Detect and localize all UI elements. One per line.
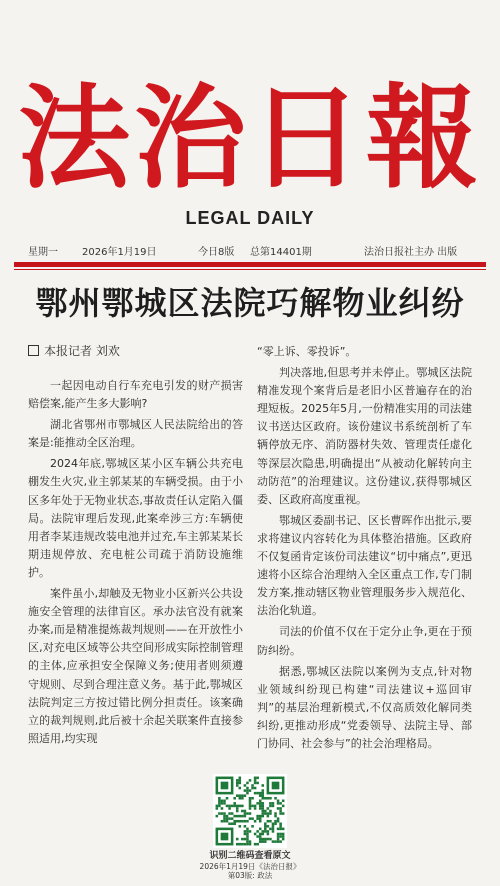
masthead xyxy=(0,0,500,262)
paragraph: 湖北省鄂州市鄂城区人民法院给出的答案是:能推动全区治理。 xyxy=(28,418,243,450)
paragraph: 案件虽小,却触及无物业小区新兴公共设施安全管理的法律盲区。承办法官没有就案办案,而是精准提炼裁判规则——在开放性小区,对充电区域等公共空间形成实际控制管理的主体,应承担安全保障义务;使用者则须遵守规则、尽到合理注意义务。基于此,鄂城区法院判定三方按过错比例分担责任。该案确立的裁判规则,此后被十余起关联案件直接参照适用,均实现 xyxy=(28,587,243,745)
publisher: 法治日报社主办 出版 xyxy=(364,247,458,258)
article-column-right xyxy=(257,343,472,756)
qr-caption-text: 识别二维码查看原文 xyxy=(209,851,291,861)
qr-caption xyxy=(0,851,500,880)
edition-count: 今日8版 xyxy=(198,247,235,258)
masthead-divider xyxy=(14,262,486,267)
dateline xyxy=(28,240,472,258)
weekday: 星期一 xyxy=(28,247,58,258)
issue-number: 总第14401期 xyxy=(250,247,312,258)
paragraph: 一起因电动自行车充电引发的财产损害赔偿案,能产生多大影响? xyxy=(28,379,243,411)
article-headline: 鄂州鄂城区法院巧解物业纠纷 xyxy=(35,284,465,322)
paragraph: 判决落地,但思考并未停止。鄂城区法院精准发现个案背后是老旧小区普遍存在的治理短板。2025年5月,一份精准实用的司法建议书送达区政府。该份建议书系统剖析了车辆停放无序、消防器材失效、管理责任虚化等深层次隐患,明确提出“从被动化解转向主动防范”的治理建议。这份建议,获得鄂城区委、区政府高度重视。 xyxy=(257,366,472,506)
paragraph: 2024年底,鄂城区某小区车辆公共充电棚发生火灾,业主郭某某的车辆受损。由于小区多年处于无物业状态,事故责任认定陷入僵局。法院审理后发现,此案牵涉三方:车辆使用者李某违规改装电池并过充,车主郭某某长期违规停放、充电桩公司疏于消防设施维护。 xyxy=(28,457,243,579)
source-line: 2026年1月19日《法治日报》 xyxy=(199,862,301,871)
qr-code-icon[interactable] xyxy=(213,774,287,848)
newspaper-english-title: LEGAL DAILY xyxy=(185,208,315,228)
paragraph: 据悉,鄂城区法院以案例为支点,针对物业领域纠纷现已构建“司法建议+巡回审判”的基层治理新模式,不仅高质效化解同类纠纷,更推动形成“党委领导、法院主导、部门协同、社会参与”的社会治理格局。 xyxy=(257,664,472,750)
paragraph: 司法的价值不仅在于定分止争,更在于预防纠纷。 xyxy=(257,625,472,657)
page-line: 第03版: 政法 xyxy=(227,871,273,880)
byline-text: 本报记者 刘欢 xyxy=(44,344,120,358)
masthead-divider-thin xyxy=(14,269,486,270)
newspaper-title: 法治日報 xyxy=(18,73,482,204)
byline xyxy=(28,342,120,360)
paragraph: “零上诉、零投诉”。 xyxy=(257,345,357,358)
byline-box-icon xyxy=(28,345,39,356)
issue-date: 2026年1月19日 xyxy=(82,247,157,258)
paragraph: 鄂城区委副书记、区长曹晖作出批示,要求将建议内容转化为具体整治措施。区政府不仅复函肯定该份司法建议“切中痛点”,更迅速将小区综合治理纳入全区重点工作,专门制发方案,推动辖区物业管理服务步入规范化、法治化轨道。 xyxy=(257,513,472,618)
article-column-left xyxy=(28,377,243,751)
